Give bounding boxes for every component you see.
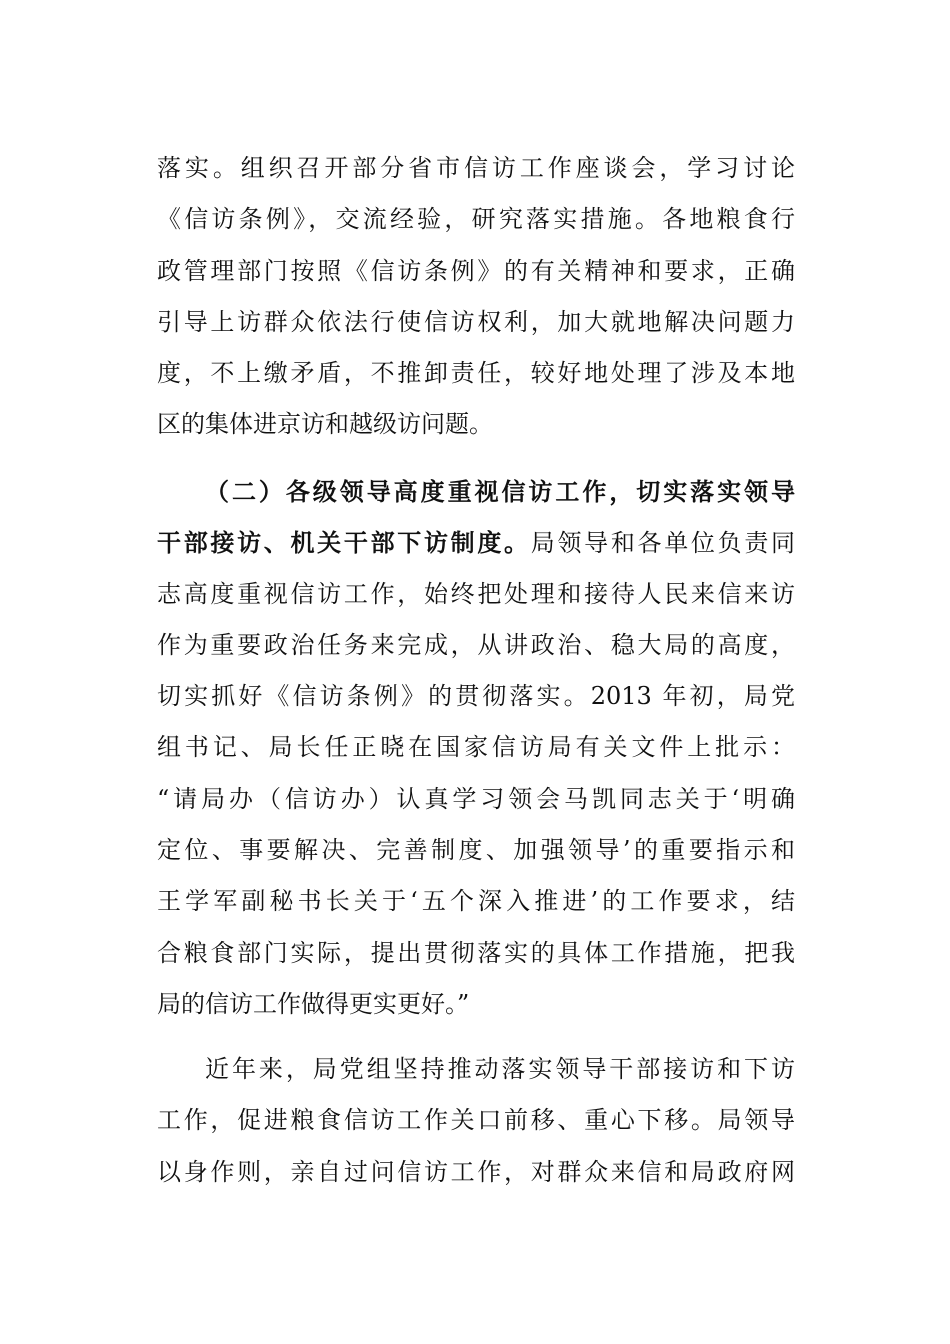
section-heading: （二）各级领导高度重视信访工作，切实落实领导 bbox=[205, 477, 795, 506]
paragraph-1 bbox=[157, 143, 795, 451]
paragraph-text: 局领导和各单位负责同 bbox=[530, 529, 796, 558]
paragraph-line: 以身作则，亲自过问信访工作，对群众来信和局政府网 bbox=[157, 1157, 795, 1186]
paragraph-line: 志高度重视信访工作，始终把处理和接待人民来信来访 bbox=[157, 579, 795, 608]
paragraph-line: 落实。组织召开部分省市信访工作座谈会，学习讨论 bbox=[157, 154, 795, 182]
paragraph-3 bbox=[157, 1044, 795, 1198]
paragraph-line: 《信访条例》，交流经验，研究落实措施。各地粮食行 bbox=[157, 205, 795, 234]
paragraph-line: 度，不上缴矛盾，不推卸责任，较好地处理了涉及本地 bbox=[157, 359, 795, 388]
paragraph-line: 切实抓好《信访条例》的贯彻落实。2013 年初，局党 bbox=[157, 682, 795, 711]
section-heading-continued: 干部接访、机关干部下访制度。 bbox=[157, 528, 531, 558]
paragraph-line: 作为重要政治任务来完成，从讲政治、稳大局的高度， bbox=[157, 630, 795, 659]
paragraph-line: 引导上访群众依法行使信访权利，加大就地解决问题力 bbox=[157, 307, 795, 336]
paragraph-line: 工作，促进粮食信访工作关口前移、重心下移。局领导 bbox=[157, 1106, 795, 1135]
paragraph-line: 政管理部门按照《信访条例》的有关精神和要求，正确 bbox=[157, 256, 795, 285]
paragraph-2 bbox=[157, 466, 795, 1030]
paragraph-line: 区的集体进京访和越级访问题。 bbox=[157, 410, 493, 439]
paragraph-line: 局的信访工作做得更实更好。” bbox=[157, 989, 470, 1018]
paragraph-line: 近年来，局党组坚持推动落实领导干部接访和下访 bbox=[205, 1055, 795, 1083]
paragraph-line: 定位、事要解决、完善制度、加强领导’的重要指示和 bbox=[157, 836, 795, 865]
paragraph-line bbox=[157, 517, 795, 568]
paragraph-line: 王学军副秘书长关于‘五个深入推进’的工作要求，结 bbox=[157, 887, 795, 916]
paragraph-line: 合粮食部门实际，提出贯彻落实的具体工作措施，把我 bbox=[157, 938, 795, 967]
paragraph-line: “请局办（信访办）认真学习领会马凯同志关于‘明确 bbox=[157, 784, 795, 813]
paragraph-line: 组书记、局长任正晓在国家信访局有关文件上批示： bbox=[157, 733, 795, 762]
